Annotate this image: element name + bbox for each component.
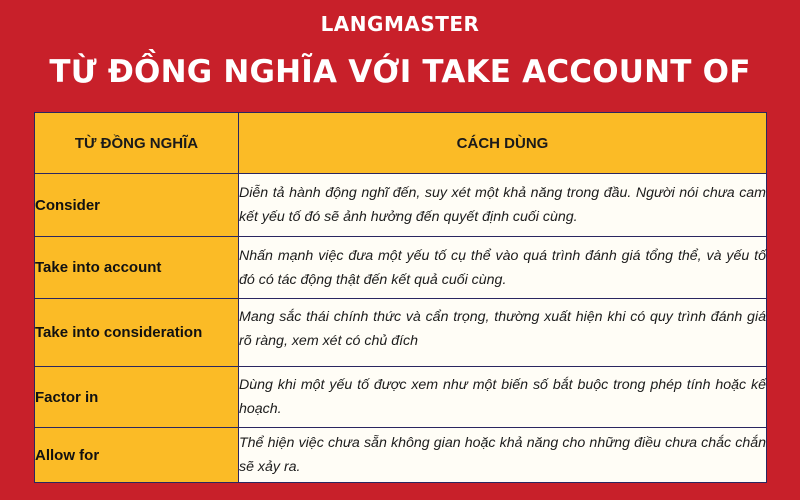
table-row [35,299,767,367]
synonym-cell: Take into consideration [35,299,239,367]
page-title: TỪ ĐỒNG NGHĨA VỚI TAKE ACCOUNT OF [49,54,751,90]
table-row [35,428,767,483]
usage-cell: Mang sắc thái chính thức và cẩn trọng, thường xuất hiện khi có quy trình đánh giá rõ ràng, xem xét có chủ đích [239,299,767,367]
synonym-cell: Consider [35,174,239,237]
usage-cell: Nhấn mạnh việc đưa một yếu tố cụ thể vào quá trình đánh giá tổng thể, và yếu tố đó có tác động thật đến kết quả cuối cùng. [239,237,767,299]
synonym-cell: Take into account [35,237,239,299]
table-row [35,367,767,428]
table-row [35,237,767,299]
synonym-cell: Allow for [35,428,239,483]
brand-logo: LANGMASTER [320,12,480,36]
column-header-synonym: TỪ ĐỒNG NGHĨA [35,113,239,174]
synonym-table [34,112,767,483]
usage-cell: Thể hiện việc chưa sẵn không gian hoặc khả năng cho những điều chưa chắc chắn sẽ xảy ra. [239,428,767,483]
column-header-usage: CÁCH DÙNG [239,113,767,174]
synonym-cell: Factor in [35,367,239,428]
usage-cell: Dùng khi một yếu tố được xem như một biến số bắt buộc trong phép tính hoặc kế hoạch. [239,367,767,428]
table-header-row [35,113,767,174]
table-row [35,174,767,237]
usage-cell: Diễn tả hành động nghĩ đến, suy xét một khả năng trong đầu. Người nói chưa cam kết yếu tố đó sẽ ảnh hưởng đến quyết định cuối cùng. [239,174,767,237]
